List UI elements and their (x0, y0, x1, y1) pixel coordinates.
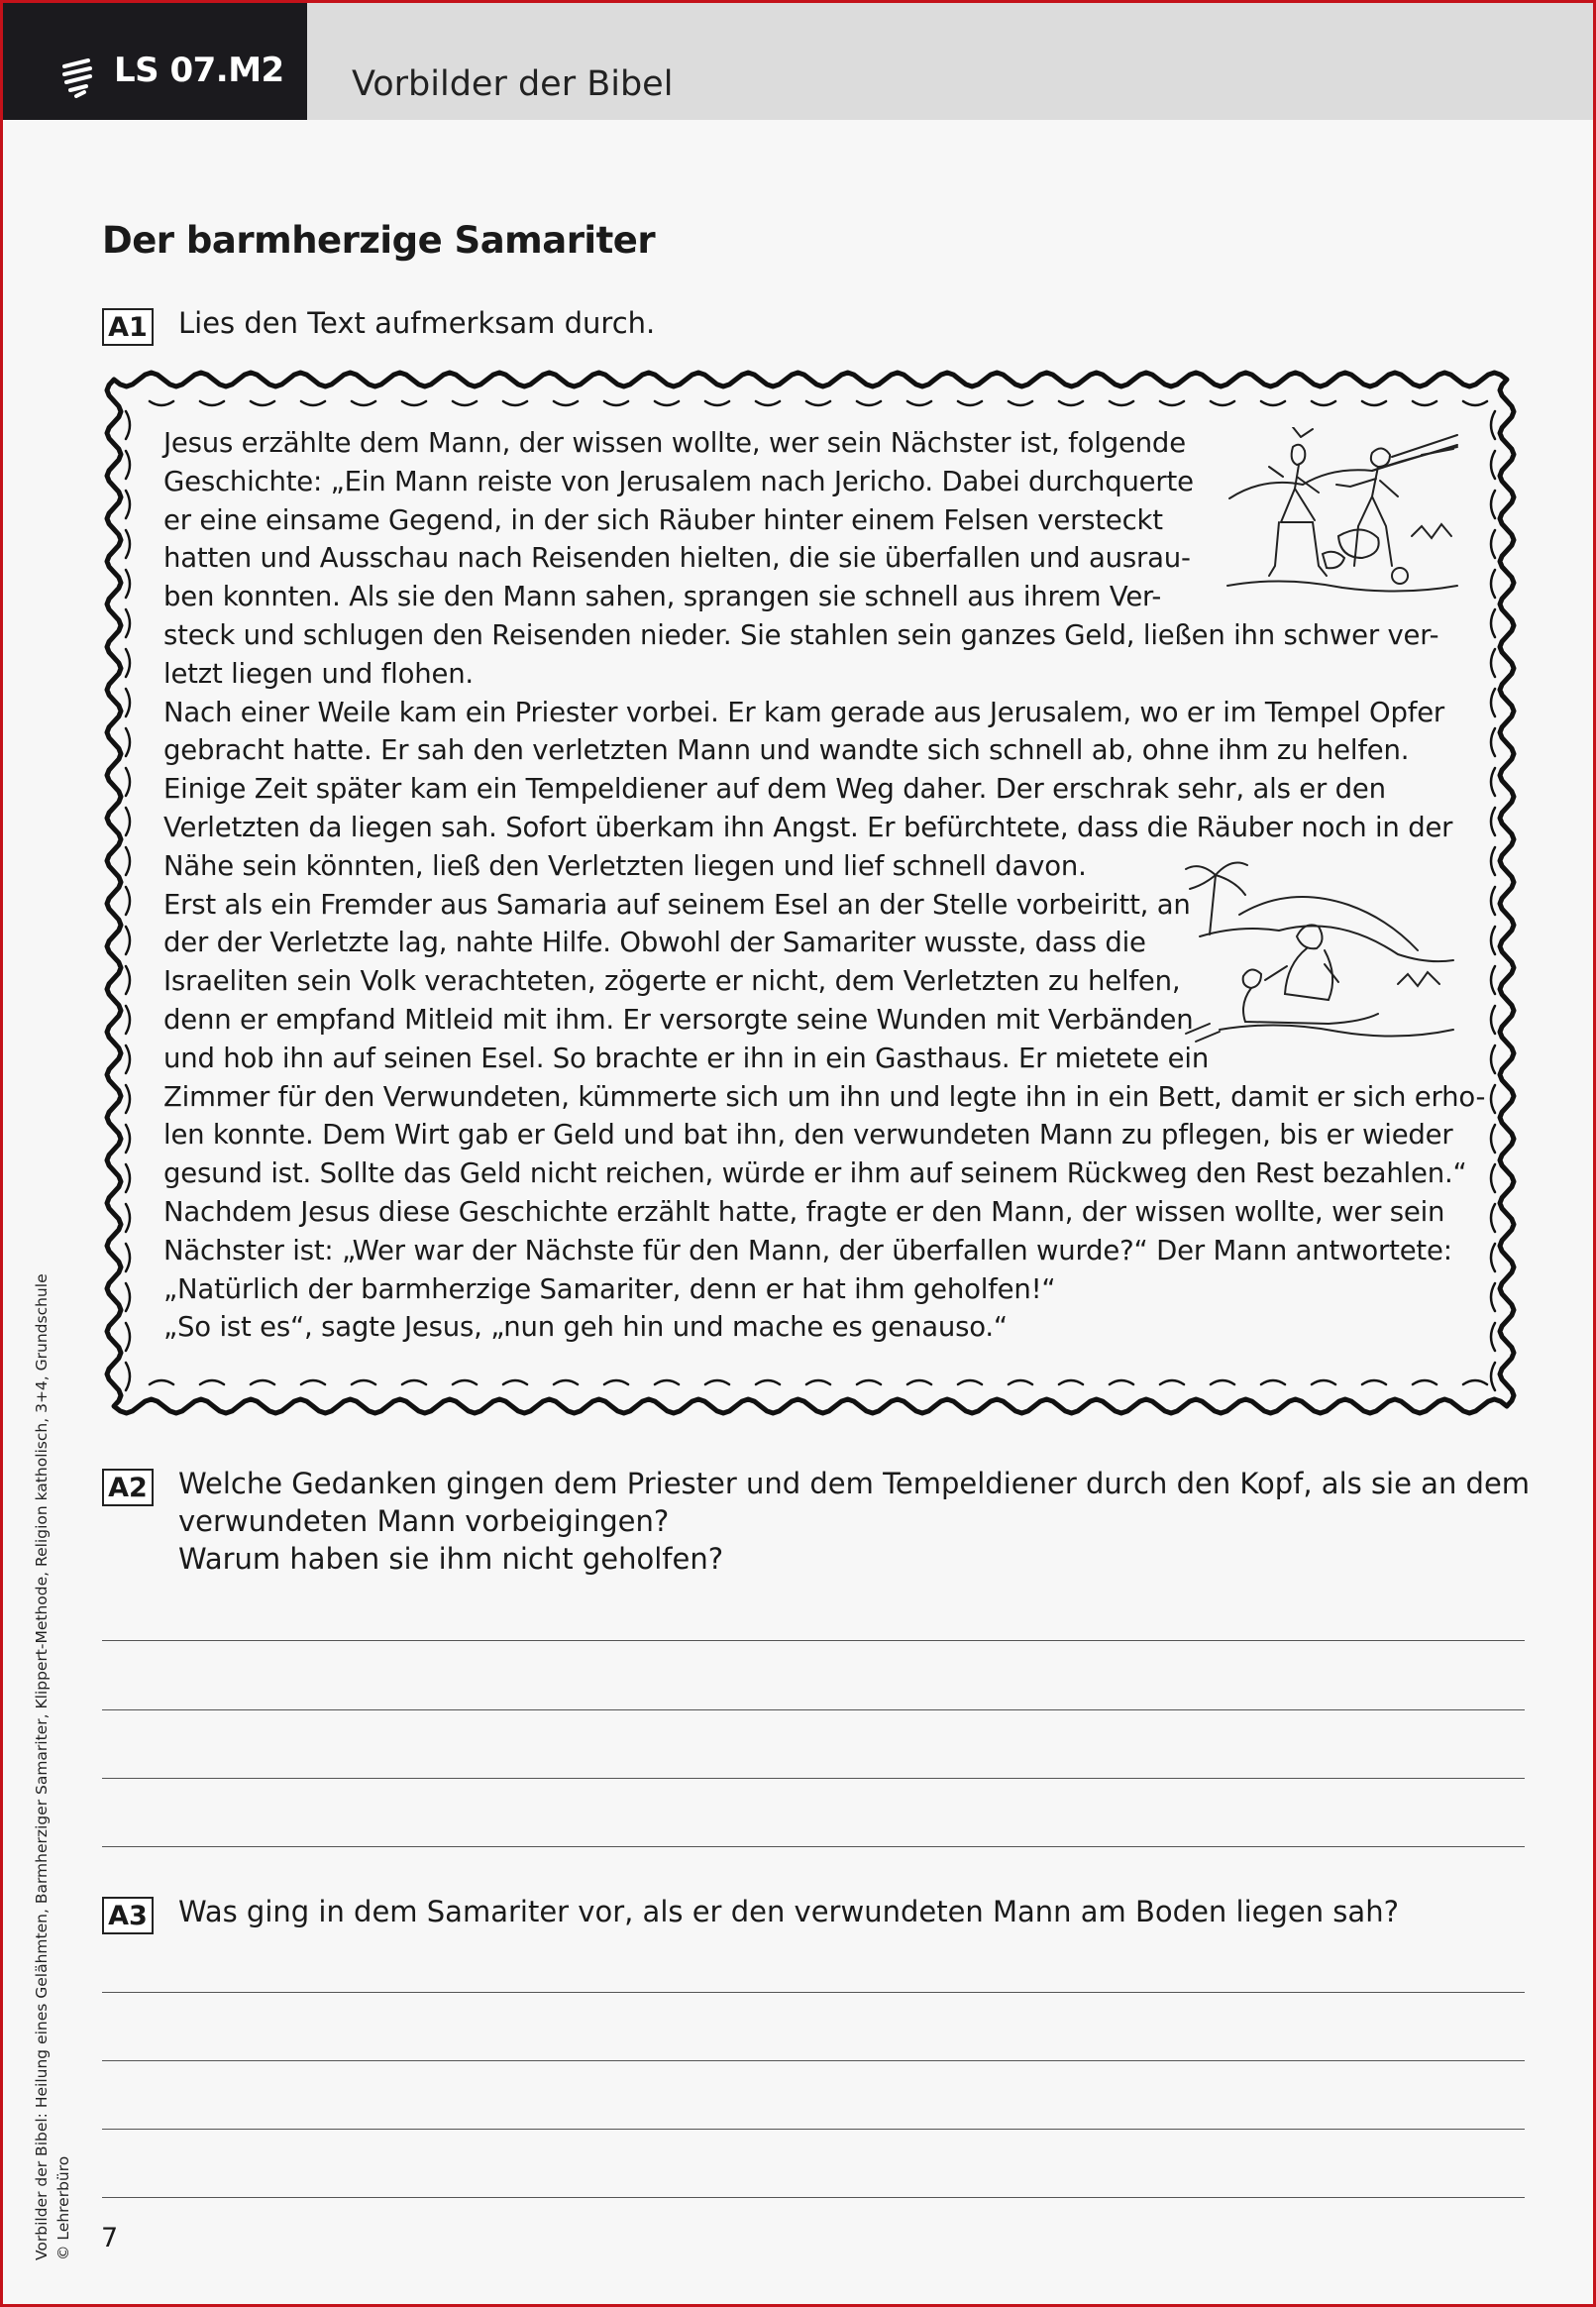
frame-ornament (1491, 1045, 1495, 1073)
frame-ornament (126, 768, 130, 796)
frame-ornament (126, 689, 130, 716)
frame-ornament (907, 1380, 931, 1384)
story-line: Nachdem Jesus diese Geschichte erzählt hatte, fragte er den Mann, der wissen wollte, wer sein (163, 1195, 1445, 1228)
side-credit-line: Vorbilder der Bibel: Heilung eines Gelähmten, Barmherziger Samariter, Klippert-Methode, Religion katholisch, 3+4, Grundschule (33, 1273, 51, 2260)
story-line: Erst als ein Fremder aus Samaria auf seinem Esel an der Stelle vorbeiritt, an (163, 888, 1191, 921)
frame-ornament (126, 927, 130, 954)
task-label-a3: A3 (102, 1897, 154, 1934)
frame-ornament (1491, 1323, 1495, 1351)
story-line: Zimmer für den Verwundeten, kümmerte sich um ihn und legte ihn in ein Bett, damit er sich erho- (163, 1080, 1486, 1113)
frame-ornament (126, 1164, 130, 1192)
task-label-a2: A2 (102, 1469, 154, 1506)
story-line: steck und schlugen den Reisenden nieder. Sie stahlen sein ganzes Geld, ließen ihn schwer ver- (163, 618, 1439, 651)
frame-ornament (1211, 401, 1234, 405)
frame-ornament (1312, 401, 1335, 405)
frame-ornament (126, 1006, 130, 1034)
frame-ornament (402, 401, 426, 405)
frame-ornament (1491, 411, 1495, 439)
frame-ornament (200, 401, 224, 405)
frame-ornament (1211, 1380, 1234, 1384)
frame-ornament (1491, 570, 1495, 598)
frame-ornament (756, 401, 780, 405)
story-line: Israeliten sein Volk verachteten, zögerte er nicht, dem Verletzten zu helfen, (163, 965, 1181, 998)
frame-ornament (806, 1380, 830, 1384)
story-line: hatten und Ausschau nach Reisenden hielten, die sie überfallen und ausrau- (163, 542, 1191, 575)
story-line: len konnte. Dem Wirt gab er Geld und bat ihn, den verwundeten Mann zu pflegen, bis er wieder (163, 1119, 1453, 1152)
story-line: Verletzten da liegen sah. Sofort überkam ihn Angst. Er befürchtete, dass die Räuber noch in der (163, 811, 1453, 843)
frame-ornament (857, 1380, 881, 1384)
frame-ornament (150, 401, 173, 405)
frame-ornament (126, 411, 130, 439)
task-a2-text (178, 1465, 1530, 1578)
story-line: „So ist es“, sagte Jesus, „nun geh hin und mache es genauso.“ (163, 1311, 1008, 1344)
story-line: denn er empfand Mitleid mit ihm. Er versorgte seine Wunden mit Verbänden (163, 1003, 1194, 1036)
frame-ornament (1491, 966, 1495, 994)
frame-ornament (1491, 1244, 1495, 1271)
frame-ornament (806, 401, 830, 405)
story-line: Nach einer Weile kam ein Priester vorbei. Er kam gerade aus Jerusalem, wo er im Tempel Opfer (163, 696, 1445, 728)
answer-line[interactable] (102, 2197, 1525, 2198)
frame-ornament (705, 1380, 729, 1384)
frame-ornament (1160, 401, 1184, 405)
frame-ornament (126, 491, 130, 518)
frame-ornament (352, 401, 375, 405)
frame-ornament (1009, 401, 1032, 405)
task-a1-line: Lies den Text aufmerksam durch. (178, 306, 656, 340)
story-line: er eine einsame Gegend, in der sich Räuber hinter einem Felsen versteckt (163, 503, 1163, 536)
story-line: Einige Zeit später kam ein Tempeldiener auf dem Weg daher. Der erschrak sehr, als er den (163, 773, 1386, 806)
frame-ornament (453, 1380, 477, 1384)
frame-ornament (756, 1380, 780, 1384)
frame-ornament (1491, 808, 1495, 835)
frame-ornament (126, 1283, 130, 1311)
frame-ornament (655, 1380, 679, 1384)
frame-ornament (1491, 1164, 1495, 1192)
answer-line[interactable] (102, 2129, 1525, 2130)
frame-ornament (604, 401, 628, 405)
answer-line[interactable] (102, 1640, 1525, 1641)
frame-ornament (150, 1380, 173, 1384)
answer-line[interactable] (102, 1778, 1525, 1779)
frame-ornament (301, 401, 325, 405)
story-line: der der Verletzte lag, nahte Hilfe. Obwohl der Samariter wusste, dass die (163, 927, 1146, 959)
frame-ornament (1110, 401, 1133, 405)
story-line: und hob ihn auf seinen Esel. So brachte er ihn in ein Gasthaus. Er mietete ein (163, 1042, 1210, 1074)
worksheet-code: LS 07.M2 (114, 51, 284, 90)
frame-ornament (126, 1085, 130, 1113)
frame-ornament (554, 1380, 578, 1384)
frame-ornament (1261, 1380, 1285, 1384)
frame-ornament (958, 401, 982, 405)
story-line: Nähe sein könnten, ließ den Verletzten liegen und lief schnell davon. (163, 849, 1087, 882)
frame-ornament (251, 1380, 274, 1384)
frame-ornament (1491, 1085, 1495, 1113)
frame-ornament (1463, 401, 1487, 405)
frame-ornament (503, 1380, 527, 1384)
frame-ornament (126, 451, 130, 479)
page-number: 7 (101, 2223, 119, 2253)
frame-ornament (1491, 1363, 1495, 1390)
frame-ornament (1059, 401, 1083, 405)
header-bar (3, 3, 1596, 120)
frame-ornament (126, 728, 130, 756)
frame-ornament (126, 1204, 130, 1232)
frame-ornament (1491, 530, 1495, 558)
story-line: Jesus erzählte dem Mann, der wissen wollte, wer sein Nächster ist, folgende (163, 427, 1186, 459)
frame-ornament (1362, 401, 1386, 405)
frame-ornament (1491, 491, 1495, 518)
story-line: gesund ist. Sollte das Geld nicht reichen, würde er ihm auf seinem Rückweg den Rest bezahlen.“ (163, 1157, 1467, 1190)
frame-ornament (1491, 1006, 1495, 1034)
frame-ornament (503, 401, 527, 405)
story-line: gebracht hatte. Er sah den verletzten Mann und wandte sich schnell ab, ohne ihm zu helfen. (163, 734, 1410, 767)
task-a3-line: Was ging in dem Samariter vor, als er den verwundeten Mann am Boden liegen sah? (178, 1895, 1399, 1928)
frame-ornament (857, 401, 881, 405)
frame-ornament (126, 1045, 130, 1073)
task-a2-line: Warum haben sie ihm nicht geholfen? (178, 1542, 724, 1576)
frame-ornament (126, 887, 130, 915)
frame-ornament (1491, 609, 1495, 637)
frame-ornament (1491, 451, 1495, 479)
task-a2-line: Welche Gedanken gingen dem Priester und dem Tempeldiener durch den Kopf, als sie an dem (178, 1467, 1531, 1500)
frame-ornament (1009, 1380, 1032, 1384)
answer-line[interactable] (102, 1709, 1525, 1710)
frame-ornament (1312, 1380, 1335, 1384)
series-title: Vorbilder der Bibel (352, 64, 674, 104)
task-label-a1: A1 (102, 308, 154, 346)
frame-ornament (352, 1380, 375, 1384)
answer-line[interactable] (102, 2060, 1525, 2061)
frame-ornament (301, 1380, 325, 1384)
frame-ornament (1491, 1204, 1495, 1232)
story-line: ben konnten. Als sie den Mann sahen, sprangen sie schnell aus ihrem Ver- (163, 581, 1162, 613)
story-line: Geschichte: „Ein Mann reiste von Jerusalem nach Jericho. Dabei durchquerte (163, 465, 1194, 497)
frame-ornament (705, 401, 729, 405)
frame-ornament (1491, 847, 1495, 875)
frame-ornament (604, 1380, 628, 1384)
frame-ornament (1362, 1380, 1386, 1384)
frame-ornament (1491, 728, 1495, 756)
frame-ornament (126, 1125, 130, 1153)
frame-ornament (1491, 1283, 1495, 1311)
frame-ornament (126, 609, 130, 637)
frame-ornament (1059, 1380, 1083, 1384)
frame-ornament (1160, 1380, 1184, 1384)
task-a1-text (178, 304, 655, 342)
frame-ornament (1110, 1380, 1133, 1384)
answer-line[interactable] (102, 1992, 1525, 1993)
story-line: letzt liegen und flohen. (163, 657, 474, 690)
frame-ornament (126, 1323, 130, 1351)
frame-ornament (1413, 1380, 1436, 1384)
frame-ornament (1491, 927, 1495, 954)
frame-ornament (126, 808, 130, 835)
frame-ornament (126, 649, 130, 677)
frame-ornament (126, 1363, 130, 1390)
frame-ornament (1491, 689, 1495, 716)
frame-ornament (1491, 887, 1495, 915)
frame-ornament (126, 570, 130, 598)
frame-ornament (1463, 1380, 1487, 1384)
story-line: Nächster ist: „Wer war der Nächste für den Mann, der überfallen wurde?“ Der Mann antwortete: (163, 1234, 1452, 1266)
story-text (163, 424, 1486, 1347)
frame-ornament (554, 401, 578, 405)
frame-ornament (402, 1380, 426, 1384)
frame-ornament (126, 1244, 130, 1271)
frame-ornament (958, 1380, 982, 1384)
task-a2-line: verwundeten Mann vorbeigingen? (178, 1504, 670, 1538)
answer-line[interactable] (102, 1846, 1525, 1847)
frame-ornament (200, 1380, 224, 1384)
worksheet-code-box (3, 3, 307, 120)
frame-ornament (1491, 1125, 1495, 1153)
frame-ornament (907, 401, 931, 405)
frame-ornament (655, 401, 679, 405)
frame-ornament (126, 966, 130, 994)
spiral-pen-icon (60, 58, 94, 98)
frame-ornament (1491, 649, 1495, 677)
side-credit-text (31, 1273, 74, 2260)
story-line: „Natürlich der barmherzige Samariter, denn er hat ihm geholfen!“ (163, 1272, 1056, 1305)
task-a3-text (178, 1893, 1399, 1930)
frame-ornament (251, 401, 274, 405)
page-title: Der barmherzige Samariter (102, 219, 656, 262)
frame-ornament (126, 530, 130, 558)
side-credit-line: © Lehrerbüro (54, 2155, 72, 2260)
frame-ornament (1261, 401, 1285, 405)
frame-ornament (1491, 768, 1495, 796)
frame-ornament (453, 401, 477, 405)
frame-ornament (126, 847, 130, 875)
frame-ornament (1413, 401, 1436, 405)
